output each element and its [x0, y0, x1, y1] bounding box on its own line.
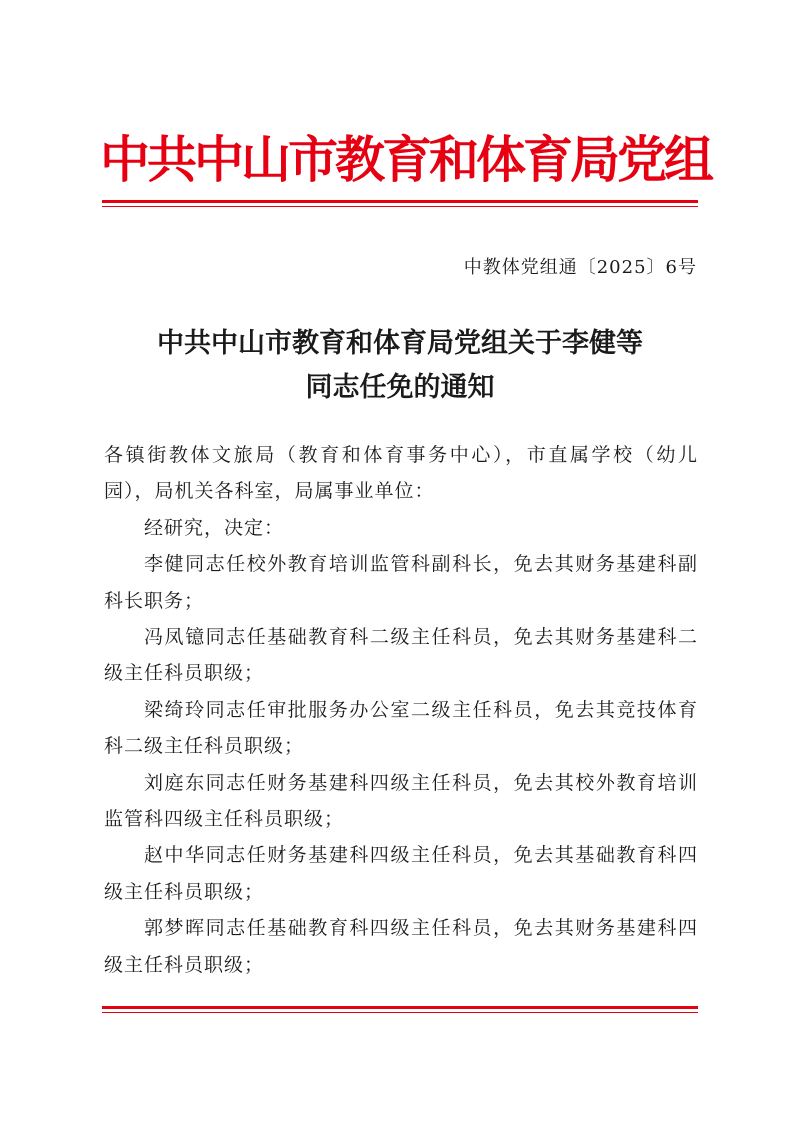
appointment-item: 梁绮玲同志任审批服务办公室二级主任科员，免去其竞技体育科二级主任科员职级；: [104, 698, 698, 758]
footer-red-rule-thin: [102, 1012, 698, 1013]
appointment-item: 赵中华同志任财务基建科四级主任科员，免去其基础教育科四级主任科员职级；: [104, 844, 698, 903]
document-number: 中教体党组通〔2025〕6号: [463, 257, 697, 278]
document-title-line-1: 中共中山市教育和体育局党组关于李健等: [157, 328, 643, 359]
document-body: [104, 437, 698, 983]
footer-red-rule-thick: [102, 1006, 698, 1009]
appointment-item: 刘庭东同志任财务基建科四级主任科员，免去其校外教育培训监管科四级主任科员职级；: [104, 771, 698, 831]
document-title-line-2: 同志任免的通知: [305, 372, 495, 403]
appointment-item: 李健同志任校外教育培训监管科副科长，免去其财务基建科副科长职务；: [104, 553, 698, 612]
addressee: 各镇街教体文旅局（教育和体育事务中心），市直属学校（幼儿园），局机关各科室，局属事业单位：: [104, 444, 698, 503]
decision-intro: 经研究，决定：: [144, 516, 285, 539]
document-title: [100, 322, 700, 410]
masthead-red-rule-thin: [102, 206, 698, 207]
masthead-org-name: 中共中山市教育和体育局党组: [100, 130, 711, 189]
masthead-red-rule-thick: [102, 200, 698, 203]
appointment-item: 冯凤镱同志任基础教育科二级主任科员，免去其财务基建科二级主任科员职级；: [104, 626, 698, 685]
appointment-item: 郭梦晖同志任基础教育科四级主任科员，免去其财务基建科四级主任科员职级；: [104, 917, 698, 976]
